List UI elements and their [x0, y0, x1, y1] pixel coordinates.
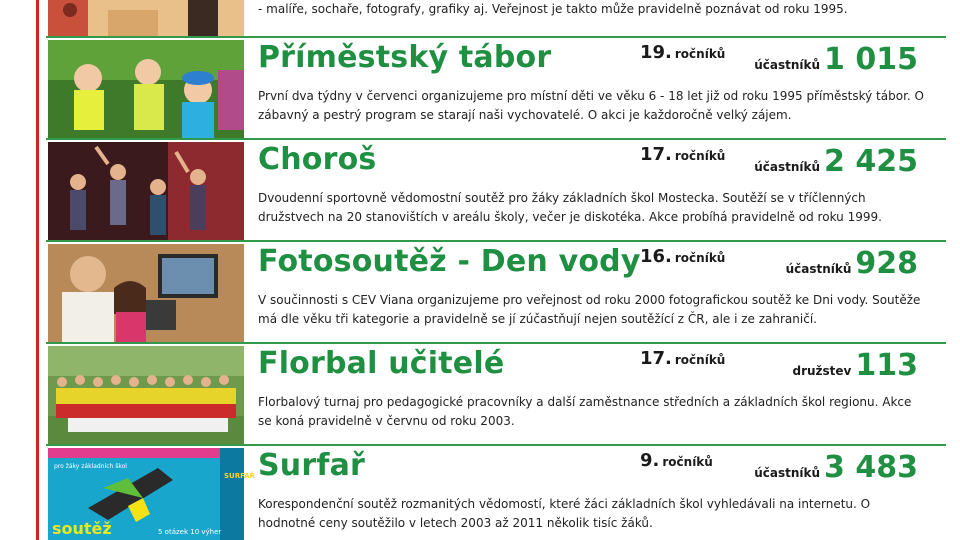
event-photo-camp — [48, 40, 244, 138]
event-row-primestsky-tabor — [46, 38, 946, 140]
years-number: 17. — [640, 348, 672, 369]
event-description: První dva týdny v červenci organizujeme pro místní děti ve věku 6 - 18 let již od roku 1995 příměstský tábor. O zábavný a pestrý program se starají naši vychovatelé. O akci je každoročně velký zájem. — [258, 89, 924, 122]
event-photo-exhibition — [48, 244, 244, 342]
event-years — [640, 144, 725, 180]
event-row-fotosoutez — [46, 242, 946, 344]
event-title: Příměstský tábor — [258, 40, 552, 75]
previous-event-description-tail: - malíře, sochaře, fotografy, grafiky aj. Veřejnost je takto může pravidelně poznávat od roku 1995. — [258, 2, 848, 16]
years-number: 9. — [640, 450, 660, 471]
event-stat — [754, 450, 918, 485]
event-years — [640, 348, 725, 384]
stat-label: účastníků — [785, 262, 852, 276]
event-stat — [786, 246, 918, 281]
event-description: Dvoudenní sportovně vědomostní soutěž pro žáky základních škol Mostecka. Soutěží se v tříčlenných družstvech na 20 stanovištích v areálu školy, večer je diskotéka. Akce probíhá pravidelně od roku 1999. — [258, 191, 882, 224]
years-number: 17. — [640, 144, 672, 165]
event-row-florbal — [46, 344, 946, 446]
event-stat — [754, 144, 918, 179]
event-title: Fotosoutěž - Den vody — [258, 244, 641, 279]
stat-label: účastníků — [754, 58, 821, 72]
poster-small-text: pro žáky základních škol — [54, 463, 127, 470]
left-red-rule — [36, 0, 39, 540]
years-label: ročníků — [674, 149, 726, 163]
stat-label: účastníků — [754, 466, 821, 480]
event-years — [640, 42, 725, 78]
stat-label: družstev — [792, 364, 852, 378]
years-number: 16. — [640, 246, 672, 267]
stat-value: 928 — [855, 246, 918, 281]
event-title: Surfař — [258, 448, 366, 483]
poster-side-text: 5 otázek 10 výher — [158, 528, 222, 536]
poster-brand-text: SURFAŘ — [224, 472, 255, 480]
event-photo-poster — [48, 448, 255, 540]
event-description: Florbalový turnaj pro pedagogické pracovníky a další zaměstnance středních a základních škol regionu. Akce se koná pravidelně v červnu od roku 2003. — [258, 395, 912, 428]
event-stat — [793, 348, 919, 383]
stat-value: 1 015 — [824, 42, 918, 77]
event-description: Korespondenční soutěž rozmanitých vědomostí, které žáci základních škol vyhledávali na internetu. O hodnotné ceny soutěžilo v letech 2003 až 2011 několik tisíc žáků. — [258, 497, 871, 530]
event-row-choros — [46, 140, 946, 242]
years-label: ročníků — [674, 251, 726, 265]
event-title: Florbal učitelé — [258, 346, 505, 381]
years-number: 19. — [640, 42, 672, 63]
years-label: ročníků — [674, 47, 726, 61]
event-description: V součinnosti s CEV Viana organizujeme pro veřejnost od roku 2000 fotografickou soutěž ke Dni vody. Soutěže má dle věku tři kategorie a pravidelně se jí zúčastňují nejen soutěžící z ČR, ale i ze zahraničí. — [258, 293, 921, 326]
stat-value: 113 — [855, 348, 918, 383]
stat-value: 2 425 — [824, 144, 918, 179]
event-stat — [754, 42, 918, 77]
years-label: ročníků — [662, 455, 713, 469]
previous-event-photo — [48, 0, 244, 36]
stat-label: účastníků — [754, 160, 821, 174]
event-years — [640, 450, 713, 486]
event-photo-teams — [48, 346, 244, 444]
stat-value: 3 483 — [824, 450, 918, 485]
previous-event-row — [46, 0, 946, 38]
event-years — [640, 246, 725, 282]
event-row-surfar — [46, 446, 946, 540]
years-label: ročníků — [674, 353, 726, 367]
event-title: Choroš — [258, 142, 377, 177]
poster-big-text: soutěž — [52, 519, 112, 538]
event-photo-dance — [48, 142, 244, 240]
event-list — [46, 0, 946, 540]
